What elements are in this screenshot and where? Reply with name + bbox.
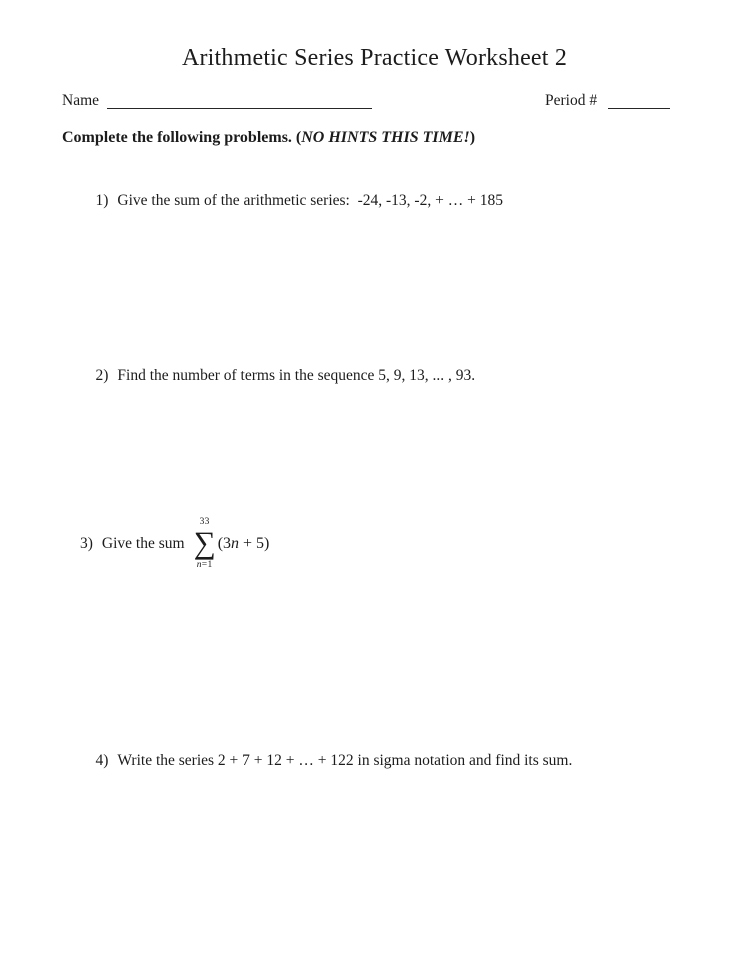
sigma-lower-limit bbox=[197, 560, 213, 570]
problem-3 bbox=[80, 517, 269, 570]
problem-1 bbox=[80, 172, 503, 230]
problem-1-number: 1) bbox=[95, 192, 109, 210]
problem-3-number: 3) bbox=[80, 534, 93, 552]
sigma-lower-value: =1 bbox=[201, 559, 213, 570]
instructions-suffix: ) bbox=[469, 129, 476, 146]
expression-close: + 5) bbox=[239, 534, 270, 552]
instructions bbox=[62, 129, 475, 147]
problem-2-number: 2) bbox=[95, 367, 109, 385]
name-blank-line bbox=[107, 108, 372, 109]
sigma-symbol: ∑ bbox=[193, 525, 216, 561]
expression-variable: n bbox=[231, 534, 240, 552]
period-label: Period # bbox=[545, 92, 598, 109]
sigma-upper-limit: 33 bbox=[199, 517, 210, 527]
problem-2 bbox=[80, 347, 475, 405]
problem-2-text: Find the number of terms in the sequence 5, 9, 13, ... , 93. bbox=[117, 367, 476, 385]
problem-4-text: Write the series 2 + 7 + 12 + … + 122 in sigma notation and find its sum. bbox=[117, 752, 573, 770]
problem-3-text: Give the sum bbox=[101, 534, 185, 552]
name-label: Name bbox=[62, 92, 100, 109]
instructions-prefix: Complete the following problems. ( bbox=[62, 129, 302, 146]
problem-4 bbox=[80, 732, 572, 790]
period-blank-line bbox=[608, 108, 670, 109]
instructions-emphasis: NO HINTS THIS TIME! bbox=[301, 129, 470, 146]
sigma-lower-variable: n bbox=[196, 559, 202, 570]
page-title: Arithmetic Series Practice Worksheet 2 bbox=[181, 45, 568, 71]
expression-open: (3 bbox=[217, 534, 232, 552]
sigma-notation bbox=[194, 517, 216, 570]
problem-4-number: 4) bbox=[95, 752, 109, 770]
problem-1-text: Give the sum of the arithmetic series: -24, -13, -2, + … + 185 bbox=[117, 192, 503, 210]
sigma-expression bbox=[218, 534, 270, 554]
